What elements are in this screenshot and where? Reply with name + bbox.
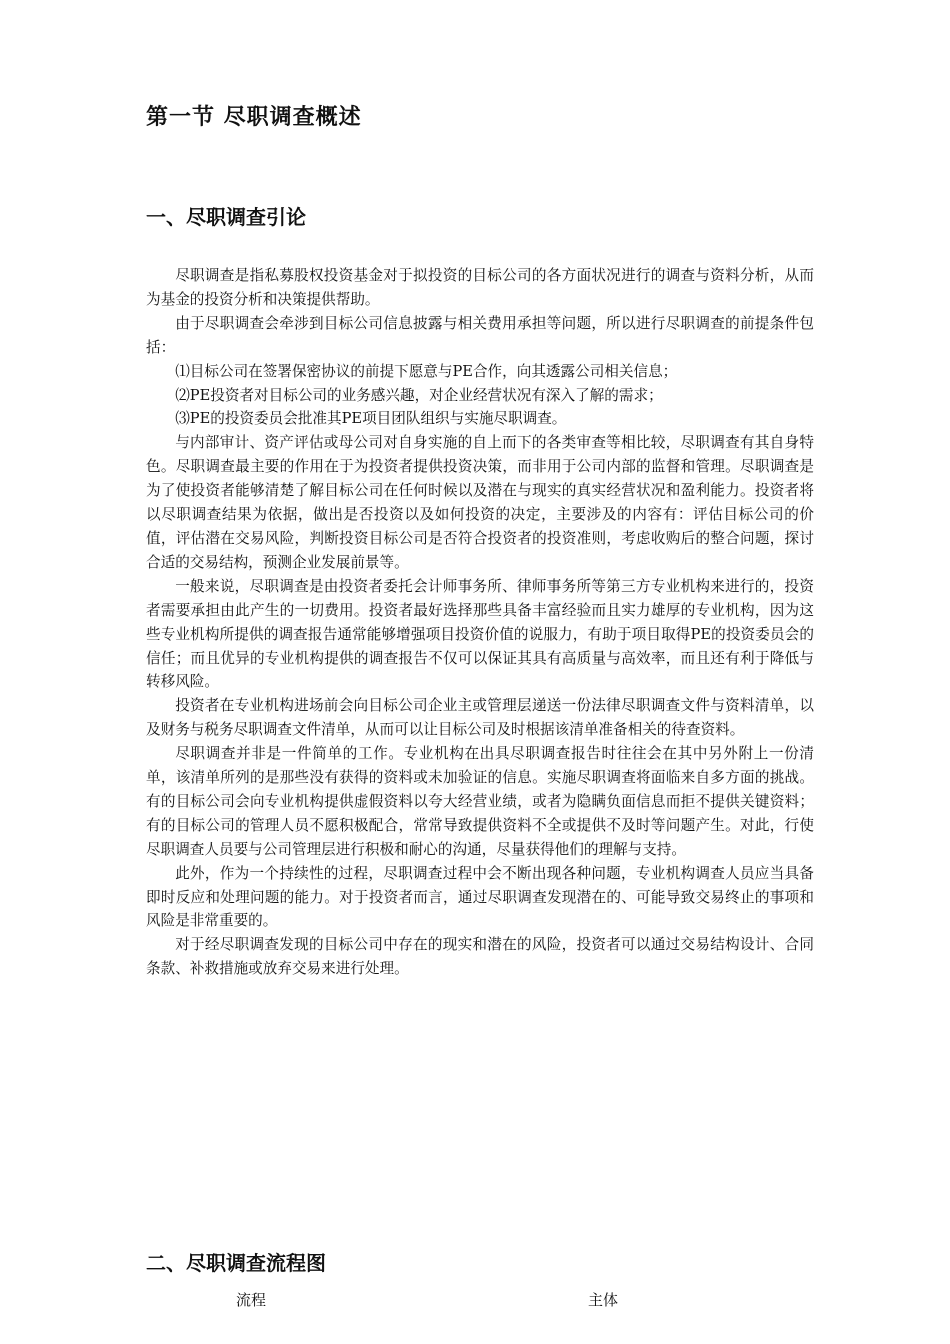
flow-column-label-process: 流程 [236, 1291, 267, 1309]
body-text [146, 264, 814, 981]
section-title: 第一节 尽职调查概述 [146, 104, 362, 130]
paragraph: ⑴目标公司在签署保密协议的前提下愿意与PE合作，向其透露公司相关信息； [175, 362, 678, 380]
paragraph: 尽职调查是指私募股权投资基金对于拟投资的目标公司的各方面状况进行的调查与资料分析，从而为基金的投资分析和决策提供帮助。 [146, 267, 814, 308]
paragraph: ⑶PE的投资委员会批准其PE项目团队组织与实施尽职调查。 [175, 410, 567, 428]
paragraph: 一般来说，尽职调查是由投资者委托会计师事务所、律师事务所等第三方专业机构来进行的，投资者需要承担由此产生的一切费用。投资者最好选择那些具备丰富经验而且实力雄厚的专业机构，因为这些专业机构所提供的调查报告通常能够增强项目投资价值的说服力，有助于项目取得PE的投资委员会的信任；而且优异的专业机构提供的调查报告不仅可以保证其具有高质量与高效率，而且还有利于降低与转移风险。 [146, 577, 814, 691]
paragraph: 对于经尽职调查发现的目标公司中存在的现实和潜在的风险，投资者可以通过交易结构设计、合同条款、补救措施或放弃交易来进行处理。 [146, 936, 814, 978]
paragraph: 尽职调查并非是一件简单的工作。专业机构在出具尽职调查报告时往往会在其中另外附上一份清单，该清单所列的是那些没有获得的资料或未加验证的信息。实施尽职调查将面临来自多方面的挑战。有的目标公司会向专业机构提供虚假资料以夸大经营业绩，或者为隐瞒负面信息而拒不提供关键资料；有的目标公司的管理人员不愿积极配合，常常导致提供资料不全或提供不及时等问题产生。对此，行使尽职调查人员要与公司管理层进行积极和耐心的沟通，尽量获得他们的理解与支持。 [146, 745, 814, 858]
paragraph: 此外，作为一个持续性的过程，尽职调查过程中会不断出现各种问题，专业机构调查人员应当具备即时反应和处理问题的能力。对于投资者而言，通过尽职调查发现潜在的、可能导致交易终止的事项和风险是非常重要的。 [146, 864, 814, 930]
paragraph: 投资者在专业机构进场前会向目标公司企业主或管理层递送一份法律尽职调查文件与资料清单，以及财务与税务尽职调查文件清单，从而可以让目标公司及时根据该清单准备相关的待查资料。 [146, 697, 814, 739]
paragraph: ⑵PE投资者对目标公司的业务感兴趣，对企业经营状况有深入了解的需求； [175, 386, 663, 404]
flow-column-label-subject: 主体 [588, 1291, 619, 1309]
paragraph: 由于尽职调查会牵涉到目标公司信息披露与相关费用承担等问题，所以进行尽职调查的前提条件包括： [146, 314, 814, 356]
heading-introduction: 一、尽职调查引论 [146, 205, 306, 229]
paragraph: 与内部审计、资产评估或母公司对自身实施的自上而下的各类审查等相比较，尽职调查有其自身特色。尽职调查最主要的作用在于为投资者提供投资决策，而非用于公司内部的监督和管理。尽职调查是为了使投资者能够清楚了解目标公司在任何时候以及潜在与现实的真实经营状况和盈利能力。投资者将以尽职调查结果为依据，做出是否投资以及如何投资的决定，主要涉及的内容有：评估目标公司的价值，评估潜在交易风险，判断投资目标公司是否符合投资者的投资准则，考虑收购后的整合问题，探讨合适的交易结构，预测企业发展前景等。 [146, 434, 814, 571]
heading-flowchart: 二、尽职调查流程图 [146, 1251, 326, 1275]
